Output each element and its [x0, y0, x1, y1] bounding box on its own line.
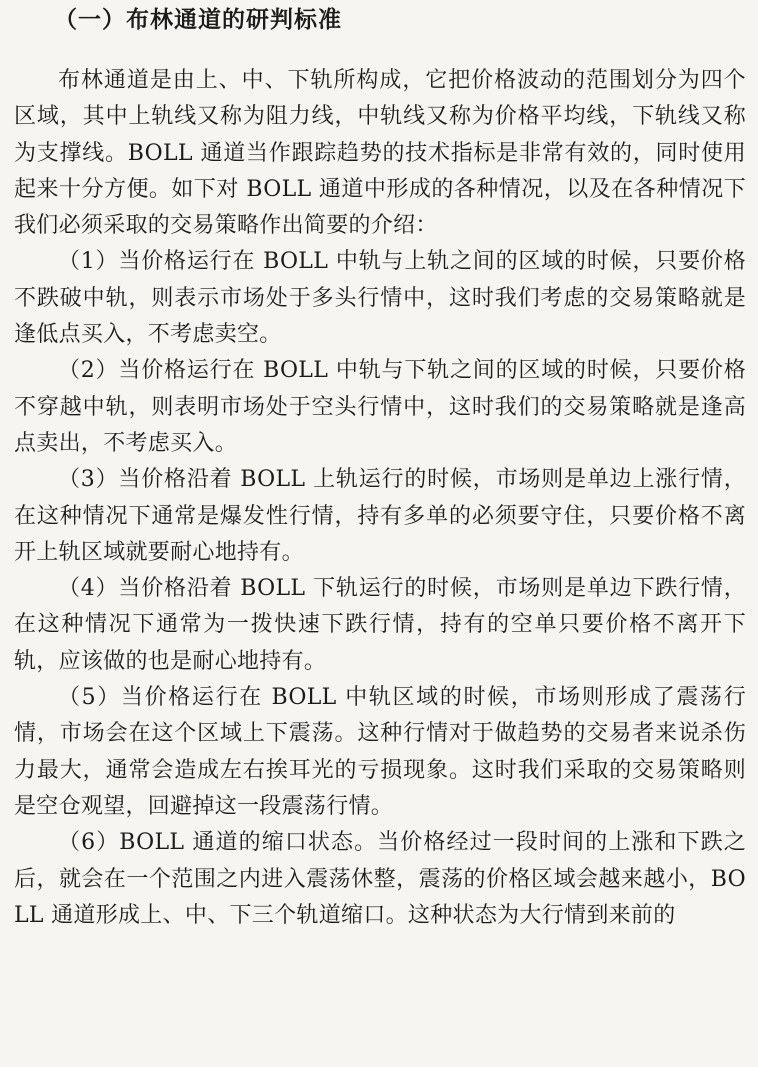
paragraph-item-4: （4）当价格沿着 BOLL 下轨运行的时候，市场则是单边下跌行情，在这种情况下通常为一拨快速下跌行情，持有的空单只要价格不离开下轨，应该做的也是耐心地持有。 [14, 576, 746, 674]
paragraph-intro: 布林通道是由上、中、下轨所构成，它把价格波动的范围划分为四个区域，其中上轨线又称为阻力线，中轨线又称为价格平均线，下轨线又称为支撑线。BOLL 通道当作跟踪趋势的技术指标是非常有效的，同时使用起来十分方便。如下对 BOLL 通道中形成的各种情况，以及在各种情况下我们必须采取的交易策略作出简要的介绍： [14, 68, 746, 239]
paragraph-item-5: （5）当价格运行在 BOLL 中轨区域的时候，市场则形成了震荡行情，市场会在这个区域上下震荡。这种行情对于做趋势的交易者来说杀伤力最大，通常会造成左右挨耳光的亏损现象。这时我们采取的交易策略则是空仓观望，回避掉这一段震荡行情。 [14, 685, 746, 819]
paragraph-item-1: （1）当价格运行在 BOLL 中轨与上轨之间的区域的时候，只要价格不跌破中轨，则表示市场处于多头行情中，这时我们考虑的交易策略就是逢低点买入，不考虑卖空。 [14, 249, 746, 348]
body-text [14, 63, 746, 934]
section-heading: （一）布林通道的研判标准 [54, 7, 342, 33]
paragraph-item-6: （6）BOLL 通道的缩口状态。当价格经过一段时间的上涨和下跌之后，就会在一个范围之内进入震荡休整，震荡的价格区域会越来越小，BOLL 通道形成上、中、下三个轨道缩口。这种状态为大行情到来前的 [14, 830, 746, 928]
paragraph-item-3: （3）当价格沿着 BOLL 上轨运行的时候，市场则是单边上涨行情，在这种情况下通常是爆发性行情，持有多单的必须要守住，只要价格不离开上轨区域就要耐心地持有。 [14, 467, 746, 565]
paragraph-item-2: （2）当价格运行在 BOLL 中轨与下轨之间的区域的时候，只要价格不穿越中轨，则表明市场处于空头行情中，这时我们的交易策略就是逢高点卖出，不考虑买入。 [14, 358, 746, 456]
